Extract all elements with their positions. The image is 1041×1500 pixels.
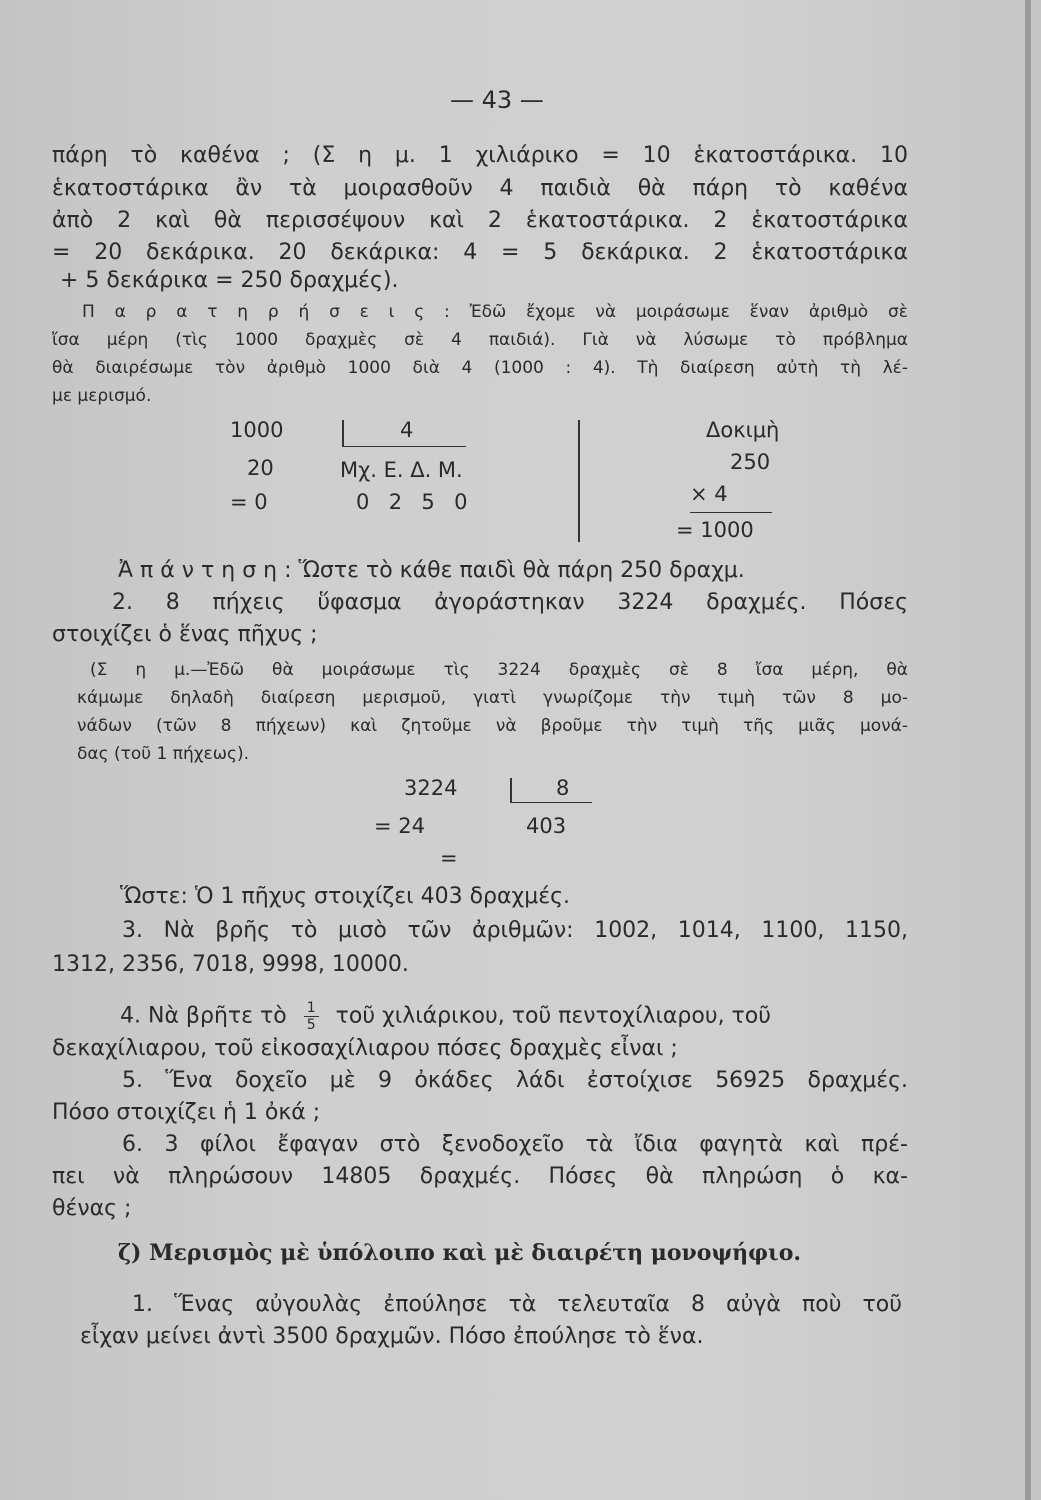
fraction-numerator: 1 (304, 1000, 319, 1017)
note-line: νάδων (τῶν 8 πήχεων) καὶ ζητοῦμε νὰ βροῦμε τὴν τιμὴ τῆς μιᾶς μονά- (77, 716, 908, 736)
fraction (304, 1000, 319, 1033)
dividend: 3224 (404, 776, 458, 800)
division-bar (510, 778, 512, 802)
division-bar (342, 420, 344, 446)
problem-3-line: 3. Νὰ βρῆς τὸ μισὸ τῶν ἀριθμῶν: 1002, 1014, 1100, 1150, (122, 918, 908, 943)
quotient: 403 (526, 814, 567, 838)
note-line: δας (τοῦ 1 πήχεως). (77, 744, 249, 764)
text-line: ἀπὸ 2 καὶ θὰ περισσέψουν καὶ 2 ἑκατοστάρικα. 2 ἑκατοστάρικα (52, 208, 908, 233)
text-line: = 20 δεκάρικα. 20 δεκάρικα: 4 = 5 δεκάρικα. 2 ἑκατοστάρικα (52, 240, 908, 265)
text-line: πάρη τὸ καθένα ; (Σ η μ. 1 χιλιάρικο = 10 ἑκατοστάρικα. 10 (52, 143, 908, 168)
result-line: Ὥστε: Ὁ 1 πῆχυς στοιχίζει 403 δραχμές. (120, 884, 571, 909)
page-edge (1025, 0, 1031, 1500)
page-number: — 43 — (450, 86, 544, 114)
divisor: 4 (400, 418, 414, 442)
remarks-line: με μερισμό. (52, 386, 152, 406)
final-remainder: = 0 (230, 490, 268, 514)
dividend: 1000 (230, 418, 284, 442)
remarks-line: θὰ διαιρέσωμε τὸν ἀριθμὸ 1000 διὰ 4 (1000 : 4). Τὴ διαίρεση αὐτὴ τὴ λέ- (52, 358, 908, 378)
division-line (510, 802, 592, 803)
check-line (690, 512, 772, 513)
text-line: ἑκατοστάρικα ἂν τὰ μοιρασθοῦν 4 παιδιὰ θὰ πάρη τὸ καθένα (52, 176, 908, 201)
section-heading: ζ) Μερισμὸς μὲ ὑπόλοιπο καὶ μὲ διαιρέτη μονοψήφιο. (118, 1240, 802, 1266)
problem-4-line: δεκαχίλιαρου, τοῦ εἰκοσαχίλιαρου πόσες δραχμὲς εἶναι ; (52, 1036, 678, 1061)
problem-z1-line: εἶχαν μείνει ἀντὶ 3500 δραχμῶν. Πόσο ἐπούλησε τὸ ἕνα. (80, 1324, 704, 1349)
problem-5-line: Πόσο στοιχίζει ἡ 1 ὀκά ; (52, 1100, 321, 1125)
check-result: = 1000 (676, 518, 754, 542)
quotient: 0 2 5 0 (356, 490, 470, 514)
problem-6-line: πει νὰ πληρώσουν 14805 δραχμές. Πόσες θὰ πληρώση ὁ κα- (52, 1164, 908, 1189)
partial-remainder: 20 (247, 456, 274, 480)
problem-4-start: 4. Νὰ βρῆτε τὸ (120, 1003, 287, 1029)
division-line (342, 446, 466, 447)
problem-z1-line: 1. Ἕνας αὐγουλὰς ἐπούλησε τὰ τελευταῖα 8 αὐγὰ ποὺ τοῦ (132, 1292, 902, 1317)
problem-5-line: 5. Ἕνα δοχεῖο μὲ 9 ὀκάδες λάδι ἐστοίχισε 56925 δραχμές. (122, 1068, 908, 1093)
remarks-line: ἴσα μέρη (τὶς 1000 δραχμὲς σὲ 4 παιδιά). Γιὰ νὰ λύσωμε τὸ πρόβλημα (52, 330, 908, 350)
partial-step: = 24 (374, 814, 425, 838)
problem-4-line (120, 1000, 908, 1033)
remarks-line: Π α ρ α τ η ρ ή σ ε ι ς : Ἐδῶ ἔχομε νὰ μοιράσωμε ἕναν ἀριθμὸ σὲ (82, 302, 908, 322)
fraction-denominator: 5 (306, 1017, 316, 1033)
check-factor-b: × 4 (690, 482, 728, 506)
problem-6-line: 6. 3 φίλοι ἔφαγαν στὸ ξενοδοχεῖο τὰ ἴδια φαγητὰ καὶ πρέ- (122, 1132, 908, 1157)
problem-6-line: θένας ; (52, 1196, 132, 1221)
problem-3-line: 1312, 2356, 7018, 9998, 10000. (52, 952, 409, 977)
note-line: (Σ η μ.—Ἐδῶ θὰ μοιράσωμε τὶς 3224 δραχμὲς σὲ 8 ἴσα μέρη, θὰ (90, 660, 908, 680)
final-remainder: = (440, 846, 458, 870)
problem-2-line: στοιχίζει ὁ ἕνας πῆχυς ; (52, 622, 318, 647)
check-factor-a: 250 (730, 450, 771, 474)
text-line: + 5 δεκάρικα = 250 δραχμές). (60, 268, 399, 293)
note-line: κάμωμε δηλαδὴ διαίρεση μερισμοῦ, γιατὶ γνωρίζομε τὴν τιμὴ τῶν 8 μο- (77, 688, 908, 708)
problem-2-line: 2. 8 πήχεις ὕφασμα ἀγοράστηκαν 3224 δραχμές. Πόσες (112, 590, 908, 615)
problem-4-end: τοῦ χιλιάρικου, τοῦ πεντοχίλιαρου, τοῦ (335, 1003, 771, 1029)
check-title: Δοκιμὴ (706, 418, 780, 442)
answer-line: Ἀ π ά ν τ η σ η : Ὥστε τὸ κάθε παιδὶ θὰ πάρη 250 δραχμ. (118, 558, 745, 583)
divisor: 8 (556, 776, 570, 800)
place-value-header: Μχ. Ε. Δ. Μ. (340, 458, 463, 482)
separator-line (578, 420, 580, 542)
